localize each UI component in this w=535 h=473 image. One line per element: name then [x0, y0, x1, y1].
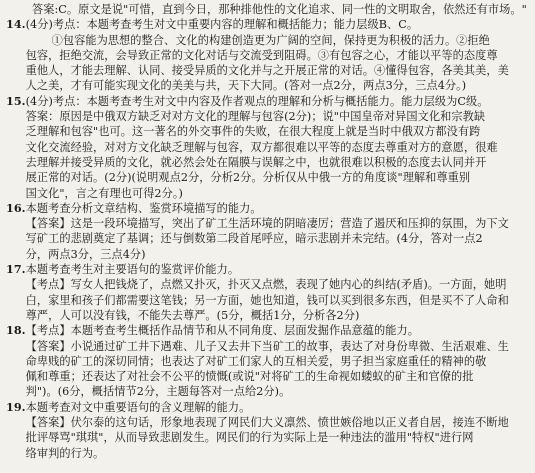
text-line: 【答案】这是一段环境描写，突出了矿工生活环境的阴暗凄厉；营造了遏厌和压抑的氛围，为下文 [25, 217, 509, 231]
text-line: 【考点】写女人把钱烧了，点燃又扑灭，扑灭又点燃，表现了她内心的纠结(矛盾)。一方面，她明 [25, 278, 507, 292]
question-number: 18. [6, 323, 26, 338]
question-17 [6, 262, 527, 323]
text-line: 命卑贱的矿工的深切同情；也表达了对矿工们家人的互相关爱，男子担当家庭重任的精神的敬 [25, 354, 487, 368]
text-line: 展正常的对话。(2分)(说明观点2分，分析2分。分析仅从中俄一方的角度谈"理解和尊重别 [25, 171, 471, 185]
text-line: ①包容能为思想的整合、文化的构建创造更为广阔的空间，保持更为积极的活力。②拒绝 [51, 33, 490, 47]
question-number: 17. [6, 262, 26, 277]
text-line: 文化交流经验，对对方文化缺乏理解与包容，双方都很难以平等的态度去尊重对方的意愿，很难 [25, 140, 498, 154]
text-line: 【答案】小说通过矿工井下遇难、儿子又去井下当矿工的故事，表达了对身份卑微、生活艰难、生 [25, 339, 509, 353]
question-number: 19. [6, 399, 26, 414]
text-line: 佩和尊重；还表达了对社会不公平的愤慨(或说"对将矿工的生命视如蝼蚁的矿主和官僚的批 [25, 370, 474, 384]
text-line: 【考点】本题考查考生概括作品情节和从不同角度、层面发掘作品意蕴的能力。 [25, 324, 419, 338]
question-number: 14. [6, 17, 26, 32]
text-line: 人之美，才有可能实现文化的美美与共，天下大同。(答对一点2分，两点3分，三点4分。) [25, 79, 467, 93]
text-line: 包容，拒绝交流，会导致正常的文化对话与交流受到阻碍。③有包容之心，才能以平等的态度尊 [25, 48, 498, 62]
text-line: 白，家里和孩子们都需要这笔钱；另一方面，她也知道，钱可以买到很多东西，但是买不了人命和 [25, 293, 509, 307]
text-line: 分，两点3分，三点4分) [25, 247, 146, 261]
text-line: 批评辱骂"琪琪"，从而导致悲剧发生。网民们的行为实际上是一种违法的滥用"特权"进行网 [25, 431, 474, 445]
text-line: 【答案】伏尔泰的这句话，形象地表现了网民们大义凛然、愤世嫉俗地以正义者自居，接连不断地 [25, 416, 509, 430]
question-number: 16. [6, 200, 26, 215]
answer-line: 答案:C。原文是说"可惜，直到今日，那种排他性的文化追求、同一性的文明取舍，依然还有市场。" [32, 3, 527, 16]
text-line: (4分)考点：本题考查考生对文中重要内容的理解和概括能力；能力层级B、C。 [25, 18, 419, 32]
question-number: 15. [6, 93, 26, 108]
text-line: 重他人，才能去理解、认同、接受异质的文化并与之开展正常的对话。④懂得包容，各美其美，美 [25, 64, 509, 78]
text-line: 写矿工的悲剧奠定了基调；还与倒数第二段首尾呼应，暗示悲剧并未完结。(4分，答对一点2 [25, 232, 483, 246]
text-line: (4分)考点：本题考查考生对文中内容及作者观点的理解和分析与概括能力。能力层级为C级。 [25, 94, 489, 108]
question-14 [6, 17, 527, 93]
text-line: 判")。(6分，概括情节2分，主题每答对一点给2分)。 [25, 385, 291, 399]
text-line: 答案：原因是中俄双方缺乏对对方文化的理解与包容(2分)；说"中国皇帝对异国文化和宗教缺 [25, 110, 486, 124]
text-line: 本题考查考生对主要语句的鉴赏评价能力。 [25, 263, 240, 277]
question-16 [6, 201, 527, 262]
text-line: 本题考查分析文章结构、鉴赏环境描写的能力。 [25, 201, 262, 215]
question-18 [6, 323, 527, 399]
text-line: 乏理解和包容"也可。这一著名的外交事件的失败，在很大程度上就是当时中俄双方都没有跨 [25, 125, 481, 139]
question-15 [6, 94, 527, 201]
text-line: 尊严，人可以没有钱，不能失去尊严。(5分，概括1分，分析各2分) [25, 308, 360, 322]
text-line: 国文化"，言之有理也可得2分。) [25, 186, 183, 200]
text-line: 络审判的行为。 [25, 446, 105, 460]
question-19 [6, 400, 527, 461]
text-line: 去理解并接受异质的文化，就必然会处在隔膜与误解之中，也就很难以积极的态度去认同并开 [25, 155, 487, 169]
text-line: 本题考查对文中重要语句的含义理解的能力。 [25, 400, 251, 414]
